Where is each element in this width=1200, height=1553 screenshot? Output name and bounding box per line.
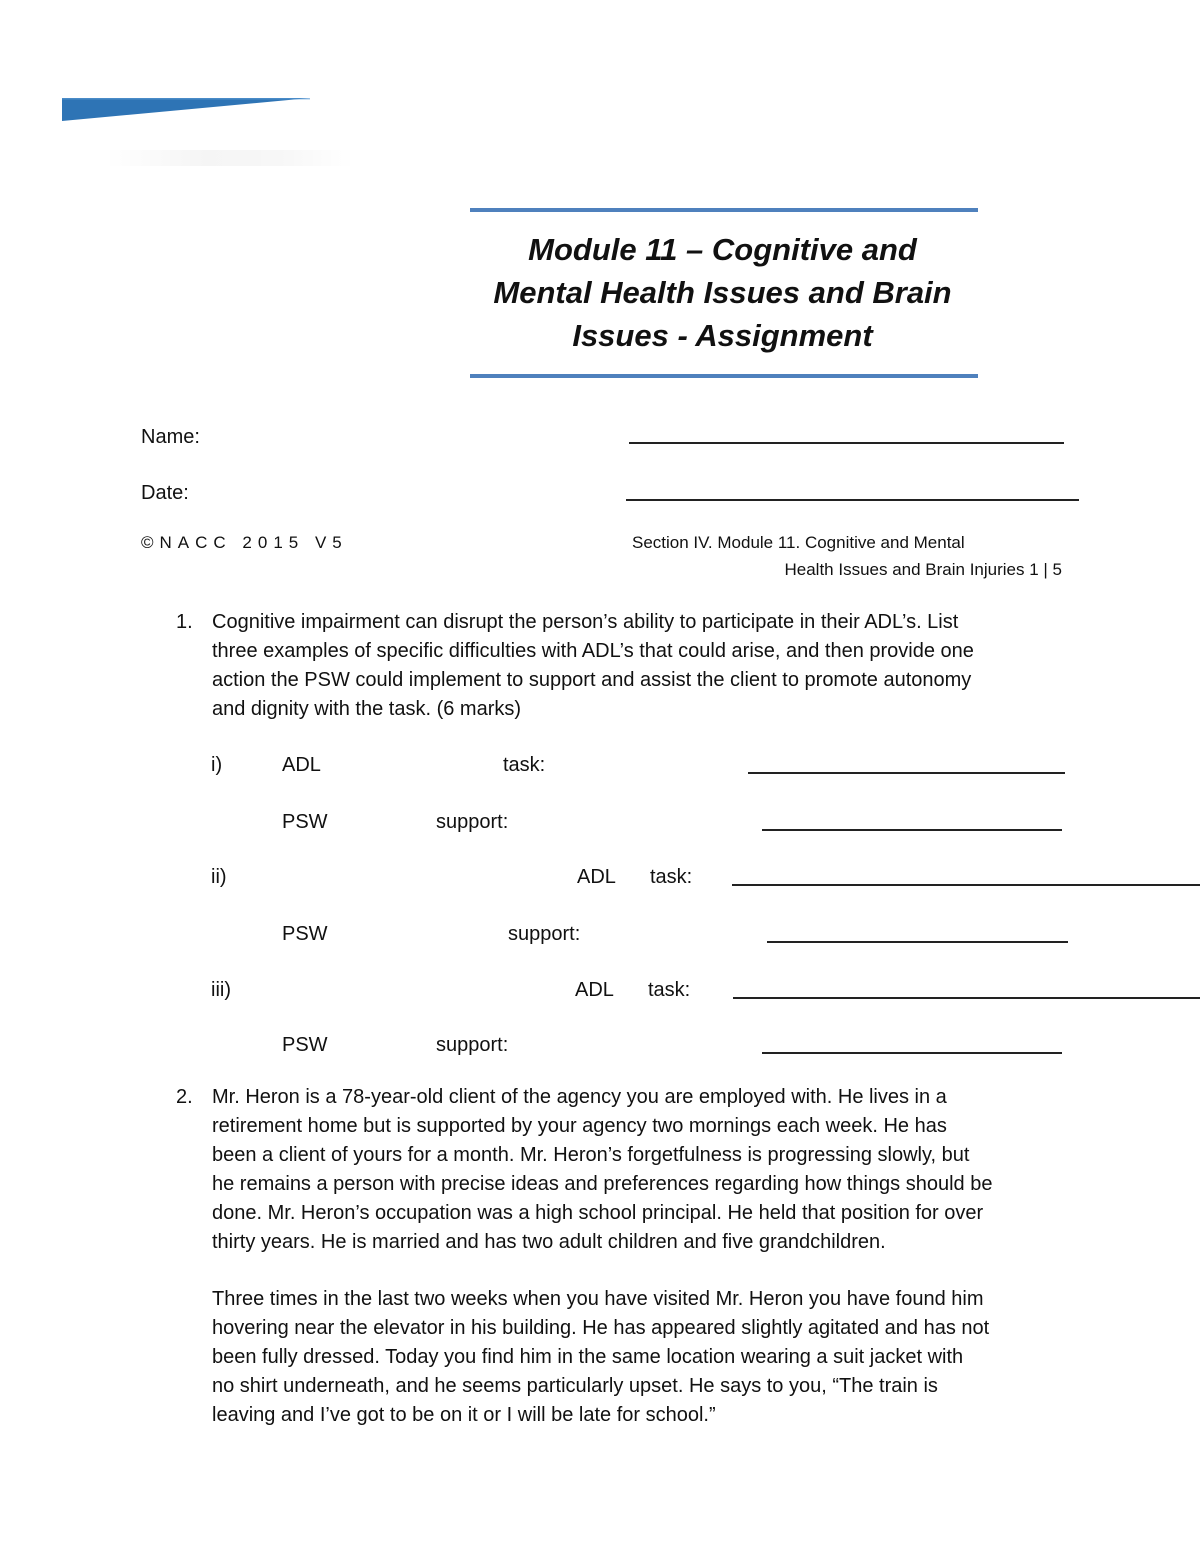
section-line-2: Health Issues and Brain Injuries 1 | 5 (784, 560, 1062, 579)
psw-support-field[interactable] (762, 1052, 1062, 1054)
question-2-paragraph-2 (212, 1285, 1092, 1430)
copyright: ©NACC 2015 V5 (141, 533, 348, 552)
name-label: Name: (141, 426, 200, 448)
question-line: three examples of specific difficulties with ADL’s that could arise, and then provide one (212, 640, 974, 662)
title-rule-top (470, 208, 978, 212)
psw-support-field[interactable] (762, 829, 1062, 831)
psw-label: PSW (282, 923, 328, 945)
adl-task-field[interactable] (748, 772, 1065, 774)
question-line: Cognitive impairment can disrupt the person’s ability to participate in their ADL’s. List (212, 611, 959, 633)
item-numeral: iii) (211, 979, 231, 1001)
question-line: thirty years. He is married and has two adult children and five grandchildren. (212, 1231, 886, 1253)
question-line: he remains a person with precise ideas and preferences regarding how things should be (212, 1173, 993, 1195)
question-line: done. Mr. Heron’s occupation was a high school principal. He held that position for over (212, 1202, 984, 1224)
question-line: been a client of yours for a month. Mr. Heron’s forgetfulness is progressing slowly, but (212, 1144, 970, 1166)
question-line: retirement home but is supported by your agency two mornings each week. He has (212, 1115, 947, 1137)
question-line: been fully dressed. Today you find him in the same location wearing a suit jacket with (212, 1346, 964, 1368)
psw-label: PSW (282, 1034, 328, 1056)
question-2-paragraph-1 (212, 1083, 1092, 1257)
psw-label: PSW (282, 811, 328, 833)
psw-support-field[interactable] (767, 941, 1068, 943)
task-label: task: (650, 866, 693, 888)
item-numeral: i) (211, 754, 223, 776)
title-rule-bottom (470, 374, 978, 378)
support-label: support: (436, 811, 509, 833)
support-label: support: (436, 1034, 509, 1056)
question-line: hovering near the elevator in his building. He has appeared slightly agitated and has not (212, 1317, 990, 1339)
logo-wedge (62, 98, 312, 122)
question-line: Three times in the last two weeks when you have visited Mr. Heron you have found him (212, 1288, 984, 1310)
task-label: task: (503, 754, 546, 776)
date-field[interactable] (626, 499, 1079, 501)
question-line: leaving and I’ve got to be on it or I will be late for school.” (212, 1404, 716, 1426)
title-line: Mental Health Issues and Brain (493, 275, 952, 310)
support-label: support: (508, 923, 581, 945)
name-field[interactable] (629, 442, 1064, 444)
question-number: 2. (176, 1086, 193, 1108)
question-line: action the PSW could implement to support and assist the client to promote autonomy (212, 669, 972, 691)
question-line: Mr. Heron is a 78-year-old client of the agency you are employed with. He lives in a (212, 1086, 947, 1108)
question-line: and dignity with the task. (6 marks) (212, 698, 522, 720)
title-line: Issues - Assignment (572, 318, 873, 353)
item-numeral: ii) (211, 866, 227, 888)
question-line: no shirt underneath, and he seems particularly upset. He says to you, “The train is (212, 1375, 938, 1397)
question-number: 1. (176, 611, 193, 633)
adl-task-field[interactable] (733, 997, 1200, 999)
section-line-1: Section IV. Module 11. Cognitive and Mental (632, 533, 965, 552)
date-label: Date: (141, 482, 189, 504)
title-line: Module 11 – Cognitive and (528, 232, 917, 267)
adl-label: ADL (575, 979, 614, 1001)
adl-task-field[interactable] (732, 884, 1200, 886)
adl-label: ADL (577, 866, 616, 888)
question-1-text (212, 608, 1072, 724)
logo-shadow (105, 150, 355, 166)
page-title (470, 228, 975, 357)
task-label: task: (648, 979, 691, 1001)
adl-label: ADL (282, 754, 321, 776)
